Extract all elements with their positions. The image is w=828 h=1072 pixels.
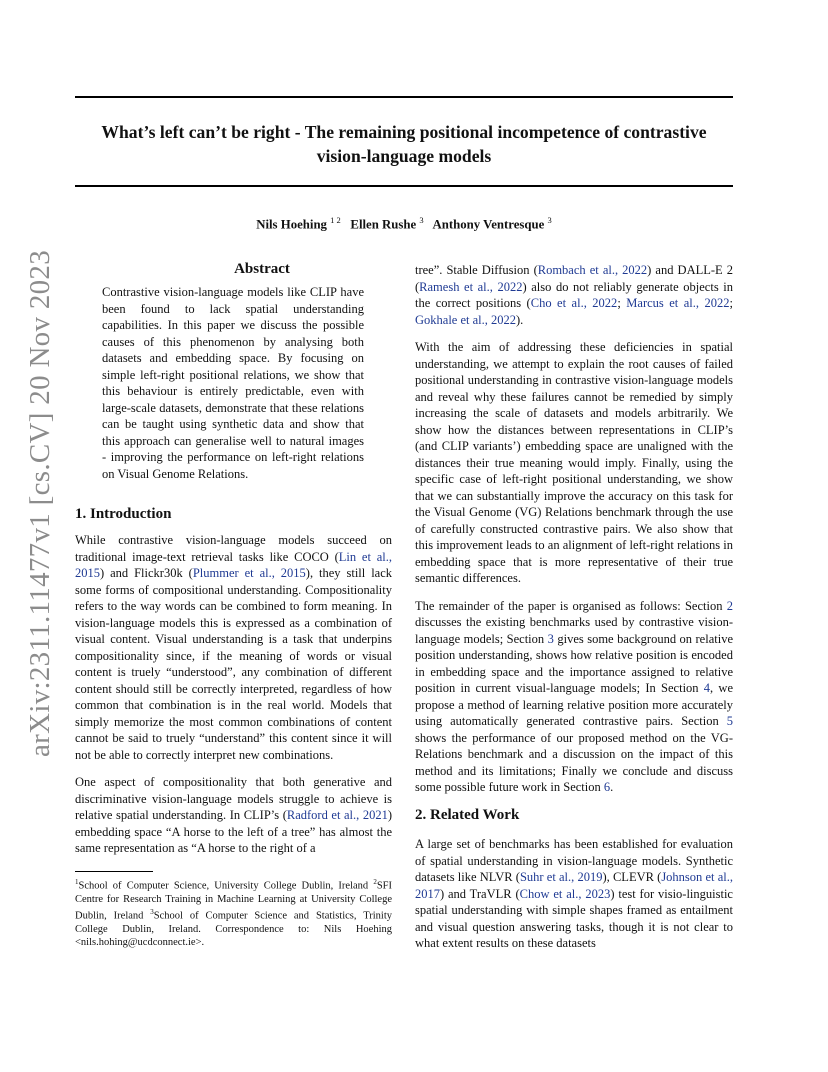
related-work-paragraph: A large set of benchmarks has been established for evaluation of spatial understanding in vision-language models. Synthetic datasets like NLVR (Suhr et al., 2019), CLEVR (Johnson et al., 2017) and TraVLR (Chow et al., 2023) test for visio-linguistic spatial understanding with simple shapes framed as entailment and visual question answering tasks, though it is not clear to what extent results on these datasets (415, 837, 733, 950)
citation-link[interactable]: Gokhale et al., 2022 (415, 312, 517, 327)
citation-link[interactable]: Chow et al., 2023 (519, 886, 611, 901)
footnote-rule (75, 871, 153, 872)
intro-paragraph: One aspect of compositionality that both generative and discriminative vision-language models struggle to achieve is relative spatial understanding. In CLIP’s (Radford et al., 2021) embedding space “A horse to the left of a tree” has almost the same representation as “A horse to the right of a (75, 775, 392, 855)
section-heading-related-work: 2. Related Work (415, 806, 520, 823)
left-column (75, 532, 392, 868)
title-rule-bottom (75, 185, 733, 187)
paper-title: What’s left can’t be right - The remaining positional incompetence of contrastive vision-language models (101, 122, 707, 166)
arxiv-stamp: arXiv:2311.11477v1 [cs.CV] 20 Nov 2023 (24, 249, 56, 757)
abstract-text: Contrastive vision-language models like CLIP have been found to lack spatial understanding capabilities. In this paper we discuss the possible causes of this phenomenon by analysing both datasets and embedding space. By focusing on simple left-right positional relations, we show that this behaviour is entirely predictable, even with large-scale datasets, demonstrate that these relations can be taught using synthetic data and show that this approach can generalise well to natural images - improving the performance on left-right relations on Visual Genome Relations. (102, 285, 364, 481)
intro-paragraph: With the aim of addressing these deficiencies in spatial understanding, we attempt to explain the root causes of failed positional understanding in contrastive vision-language models and reveal why these failures cannot be remedied by simply increasing the scale of datasets and models arbitrarily. We show how the distances between representations in CLIP’s (and CLIP variants’) embedding space are unaligned with the distances their true meaning would imply. Finally, using the specific case of left-right positional understanding, we show that we can substantially improve the accuracy on this task for the Visual Genome (VG) Relations benchmark through the use of carefully constructed contrastive pairs. We also show that this improvement leads to an alignment of left-right relations in embedding space that is more representative of their true semantic differences. (415, 340, 733, 585)
intro-paragraph: tree”. Stable Diffusion (Rombach et al., 2022) and DALL-E 2 (Ramesh et al., 2022) also do not reliably generate objects in the correct positions (Cho et al., 2022; Marcus et al., 2022; Gokhale et al., 2022). (415, 263, 733, 327)
citation-link[interactable]: Ramesh et al., 2022 (419, 279, 523, 294)
citation-link[interactable]: Johnson et al., 2017 (415, 870, 733, 901)
section-ref-link[interactable]: 4 (703, 681, 711, 695)
affiliation-footnote: $^1$School of Computer Science, University College Dublin, Ireland $^2$SFI Centre for Research Training in Machine Learning at University College Dublin, Ireland $^3$School of Computer Science and Statistics, Trinity College Dublin, Ireland. Correspondence to: Nils Hoehing <nils.hohing@ucdconnect.ie>. (75, 878, 392, 949)
author-affiliation: 1 2 (330, 215, 341, 225)
section-ref-link[interactable]: 5 (726, 714, 733, 728)
title-rule-top (75, 96, 733, 98)
intro-paragraph: The remainder of the paper is organised as follows: Section 2 discusses the existing benchmarks used by contrastive vision-language models; Section 3 gives some background on relative position understanding, shows how relative position is encoded in embedding space and the importance assigned to relative position in current visual-language models; In Section 4, we propose a method of learning relative position more accurately using automatically generated contrastive pairs. Section 5 shows the performance of our proposed method on the VG-Relations benchmark and a discussion on the impact of this method and its limitations; Finally we conclude and discuss some possible future work in Section 6. (415, 598, 733, 794)
section-ref-link[interactable]: 2 (726, 598, 733, 613)
right-column (415, 262, 733, 963)
author-name: Nils Hoehing (256, 217, 327, 232)
author-affiliation: 3 (547, 215, 552, 225)
citation-link[interactable]: Cho et al., 2022 (530, 296, 618, 310)
author-list (75, 215, 733, 232)
citation-link[interactable]: Suhr et al., 2019 (519, 870, 603, 884)
citation-link[interactable]: Plummer et al., 2015 (192, 566, 306, 580)
section-ref-link[interactable]: 3 (547, 631, 554, 646)
citation-link[interactable]: Radford et al., 2021 (286, 808, 388, 822)
abstract-heading: Abstract (234, 261, 290, 277)
author-name: Anthony Ventresque (432, 217, 545, 232)
citation-link[interactable]: Rombach et al., 2022 (537, 263, 648, 277)
author-name: Ellen Rushe (350, 217, 417, 232)
citation-link[interactable]: Lin et al., 2015 (75, 549, 392, 580)
citation-link[interactable]: Marcus et al., 2022 (626, 296, 730, 310)
intro-paragraph: While contrastive vision-language models succeed on traditional image-text retrieval tasks like COCO (Lin et al., 2015) and Flickr30k (Plummer et al., 2015), they still lack some forms of compositional understanding. Compositionality refers to the way words can be combined to form meaning. In vision-language models this is expressed as a combination of visual content. Visual understanding is a task that underpins compositionality since, if the meaning of words or visual content is truely “understood”, any combination of different content should still be correctly interpreted, regardless of how common that combination is in the real world. Models that simply memorize the most common combinations of content cannot be said to truely “understand” this content since it will not be able to correctly interpret new combinations. (75, 533, 393, 762)
section-heading-introduction: 1. Introduction (75, 506, 172, 522)
author-affiliation: 3 (419, 215, 424, 225)
section-ref-link[interactable]: 6 (603, 780, 611, 794)
